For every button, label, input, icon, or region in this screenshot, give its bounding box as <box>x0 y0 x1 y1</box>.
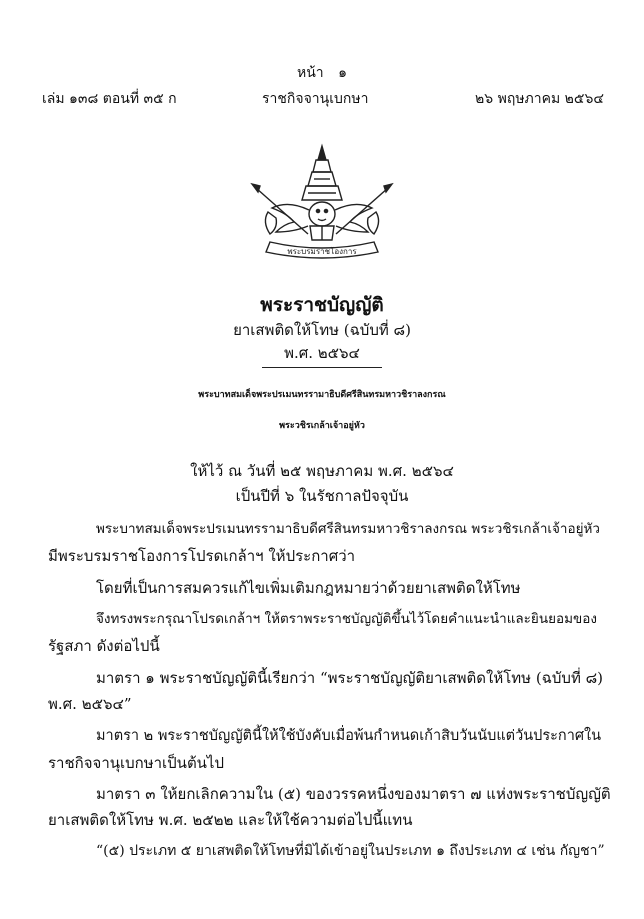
body-line: โดยที่เป็นการสมควรแก้ไขเพิ่มเติมกฎหมายว่าด้วยยาเสพติดให้โทษ <box>96 579 521 597</box>
reign-year: เป็นปีที่ ๖ ในรัชกาลปัจจุบัน <box>235 487 409 505</box>
given-date: ให้ไว้ ณ วันที่ ๒๕ พฤษภาคม พ.ศ. ๒๕๖๔ <box>190 462 454 480</box>
page-label: หน้า <box>296 65 324 81</box>
act-subtitle: ยาเสพติดให้โทษ (ฉบับที่ ๘) <box>233 321 411 339</box>
emblem-banner-text: พระบรมราชโองการ <box>287 247 357 256</box>
page-number: ๑ <box>338 65 347 81</box>
section-1: มาตรา ๑ พระราชบัญญัตินี้เรียกว่า “พระราชบัญญัติยาเสพติดให้โทษ (ฉบับที่ ๘) <box>96 669 604 687</box>
king-name-line1: พระบาทสมเด็จพระปรเมนทรรามาธิบดีศรีสินทรมหาวชิราลงกรณ <box>198 390 446 400</box>
body-line: รัฐสภา ดังต่อไปนี้ <box>48 637 160 655</box>
royal-emblem-garuda-crown-icon <box>248 142 396 262</box>
king-name-line2: พระวชิรเกล้าเจ้าอยู่หัว <box>279 421 365 431</box>
quoted-amendment: “(๕) ประเภท ๕ ยาเสพติดให้โทษที่มิได้เข้าอยู่ในประเภท ๑ ถึงประเภท ๔ เช่น กัญชา” <box>96 843 605 859</box>
body-line: พ.ศ. ๒๕๖๔” <box>48 695 132 713</box>
title-divider <box>262 367 382 368</box>
body-line: พระบาทสมเด็จพระปรเมนทรรามาธิบดีศรีสินทรมหาวชิราลงกรณ พระวชิรเกล้าเจ้าอยู่หัว <box>96 521 601 537</box>
gazette-name: ราชกิจจานุเบกษา <box>262 91 369 107</box>
act-year: พ.ศ. ๒๕๖๔ <box>284 344 360 362</box>
gazette-date: ๒๖ พฤษภาคม ๒๕๖๔ <box>475 91 604 107</box>
volume-issue: เล่ม ๑๓๘ ตอนที่ ๓๕ ก <box>42 91 177 107</box>
section-3: มาตรา ๓ ให้ยกเลิกความใน (๕) ของวรรคหนึ่งของมาตรา ๗ แห่งพระราชบัญญัติ <box>96 785 611 803</box>
body-line: ยาเสพติดให้โทษ พ.ศ. ๒๕๒๒ และให้ใช้ความต่อไปนี้แทน <box>48 811 413 829</box>
act-title: พระราชบัญญัติ <box>260 294 384 316</box>
section-2: มาตรา ๒ พระราชบัญญัตินี้ให้ใช้บังคับเมื่อพ้นกำหนดเก้าสิบวันนับแต่วันประกาศใน <box>96 728 602 744</box>
page-number-line <box>0 62 644 84</box>
body-line: มีพระบรมราชโองการโปรดเกล้าฯ ให้ประกาศว่า <box>48 547 356 565</box>
body-line: ราชกิจจานุเบกษาเป็นต้นไป <box>48 754 225 772</box>
body-line: จึงทรงพระกรุณาโปรดเกล้าฯ ให้ตราพระราชบัญญัติขึ้นไว้โดยคำแนะนำและยินยอมของ <box>96 611 597 627</box>
